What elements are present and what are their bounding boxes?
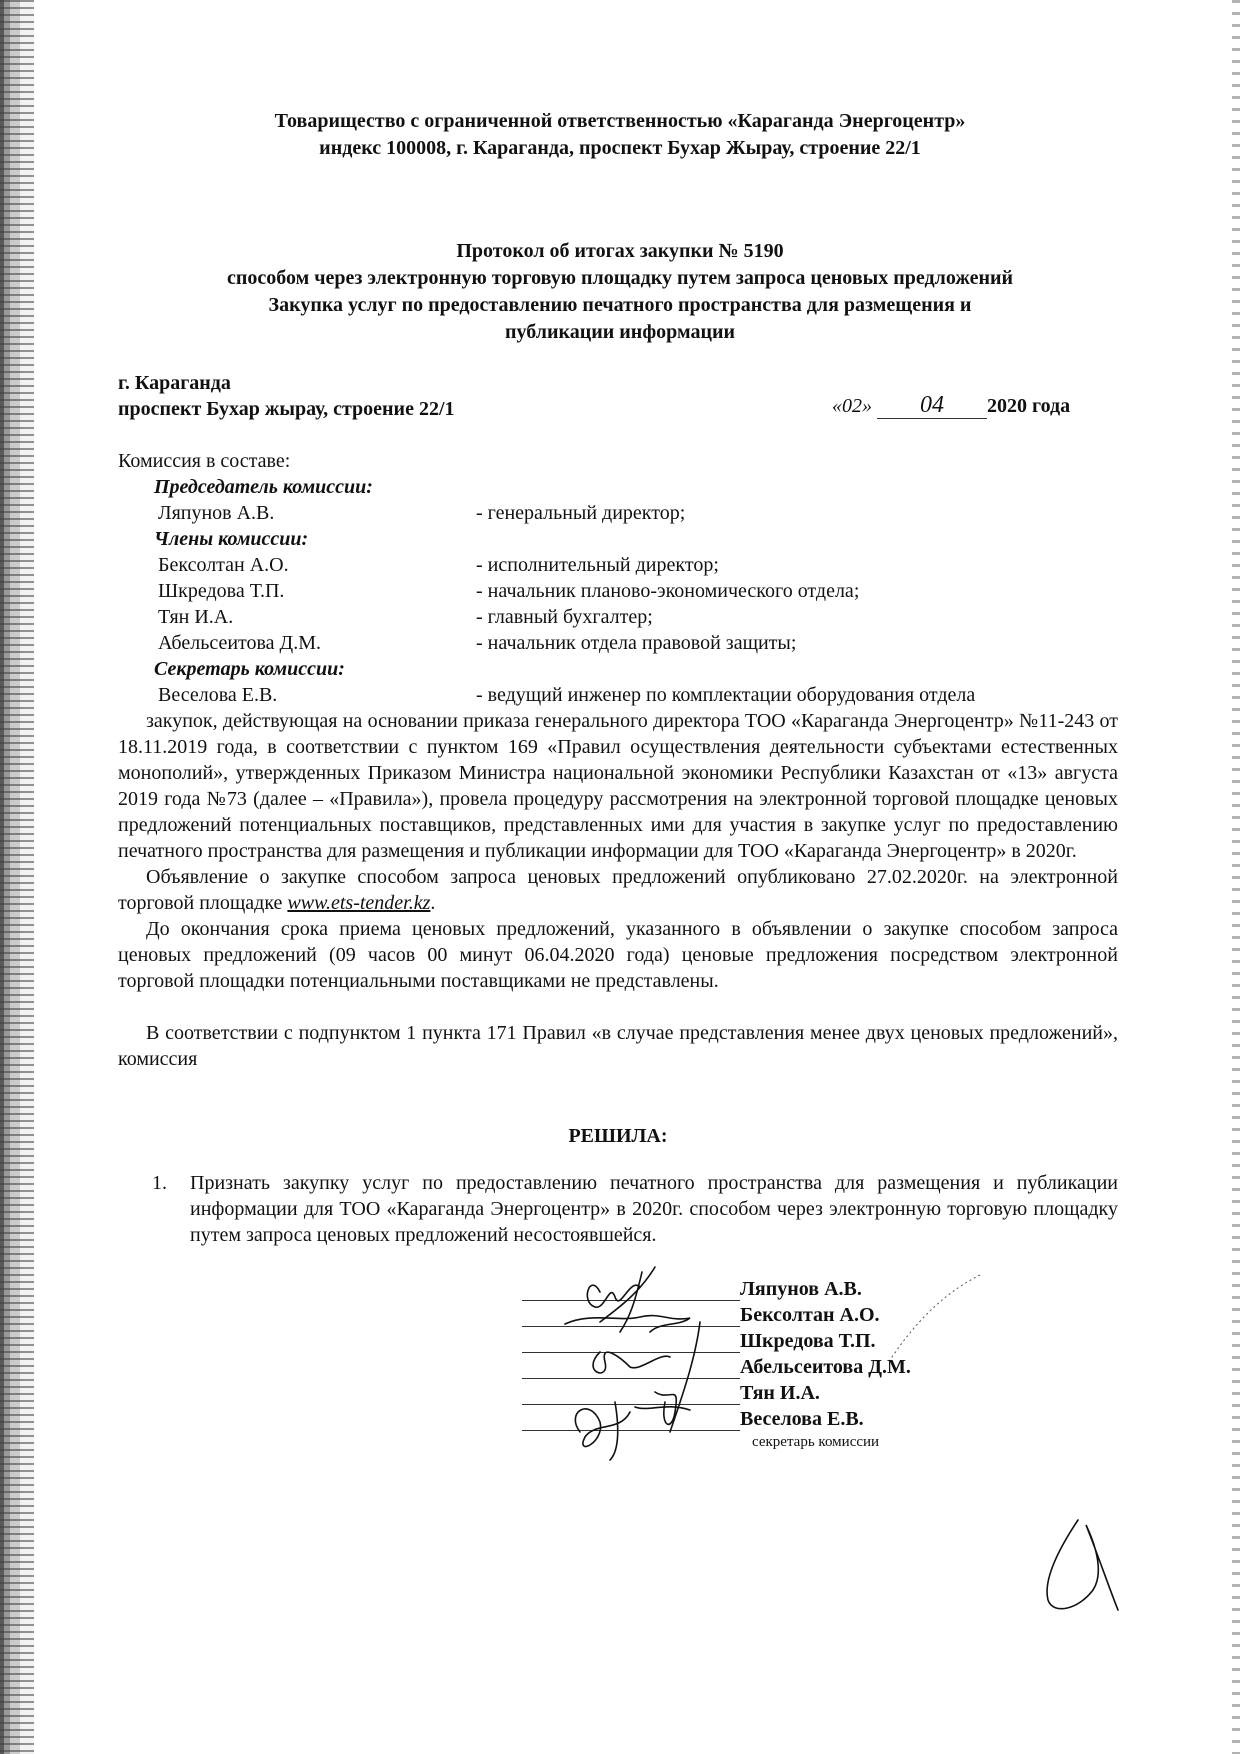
place-city: г. Караганда: [118, 372, 231, 394]
body-text: [118, 708, 1118, 1072]
signatory-name: Тян И.А.: [740, 1382, 820, 1404]
member-name: Абельсеитова Д.М.: [158, 632, 321, 654]
member-role: - начальник планово-экономического отдела;: [476, 580, 860, 602]
commission-intro: Комиссия в составе:: [118, 450, 291, 472]
initials-mark: [1038, 1510, 1128, 1620]
announcement-end: .: [430, 892, 436, 914]
decision-heading: РЕШИЛА:: [568, 1125, 668, 1147]
paragraph-deadline: До окончания срока приема ценовых предложений, указанного в объявлении о закупке способом запроса ценовых предложений (09 часов 00 минут 06.04.2020 года) ценовые предложения посредством электронной торговой площадки потенциальными поставщиками не представлены.: [118, 918, 1118, 992]
announcement-text: Объявление о закупке способом запроса ценовых предложений опубликовано 27.02.2020г. на электронной торговой площадке: [118, 866, 1118, 914]
chair-heading: Председатель комиссии:: [154, 476, 373, 498]
title-line-1: Протокол об итогах закупки № 5190: [456, 240, 784, 262]
member-name: Бексолтан А.О.: [158, 554, 289, 576]
member-row: [118, 552, 1118, 578]
paragraph-announcement: [118, 864, 1118, 916]
date-block: [832, 392, 1102, 419]
secretary-heading: Секретарь комиссии:: [154, 658, 345, 680]
members-heading: Члены комиссии:: [154, 528, 309, 550]
title-line-3: Закупка услуг по предоставлению печатного пространства для размещения и: [268, 294, 972, 316]
place-address: проспект Бухар жырау, строение 22/1: [118, 398, 455, 420]
ets-tender-link[interactable]: www.ets-tender.kz: [287, 892, 431, 914]
date-year: 2020 года: [987, 395, 1071, 417]
member-role: - генеральный директор;: [476, 502, 686, 524]
handwritten-signatures: [560, 1262, 750, 1462]
protocol-title: [150, 238, 1090, 346]
company-address: индекс 100008, г. Караганда, проспект Бухар Жырау, строение 22/1: [319, 137, 921, 159]
member-row: [118, 604, 1118, 630]
paragraph-rule: В соответствии с подпунктом 1 пункта 171 Правил «в случае представления менее двух ценовых предложений», комиссия: [118, 1022, 1118, 1070]
member-name: Ляпунов А.В.: [158, 502, 275, 524]
scan-edge-right: [1232, 0, 1240, 1754]
member-row: [118, 682, 1118, 708]
member-name: Шкредова Т.П.: [158, 580, 285, 602]
company-name: Товарищество с ограниченной ответственностью «Караганда Энергоцентр»: [274, 110, 966, 132]
signatory-name: Бексолтан А.О.: [740, 1304, 880, 1326]
member-role: - главный бухгалтер;: [476, 606, 653, 628]
member-name: Тян И.А.: [158, 606, 234, 628]
decision-item-text: Признать закупку услуг по предоставлению печатного пространства для размещения и публикации информации для ТОО «Караганда Энергоцентр» в 2020г. способом через электронную торговую площадку путем запроса ценовых предложений несостоявшейся.: [190, 1172, 1118, 1246]
company-header: [150, 108, 1090, 162]
place-block: [118, 370, 455, 422]
signatory-name: Абельсеитова Д.М.: [740, 1356, 911, 1378]
date-day: «02»: [832, 395, 872, 417]
member-role: - исполнительный директор;: [476, 554, 719, 576]
paragraph-basis: закупок, действующая на основании приказа генерального директора ТОО «Караганда Энергоцентр» №11-243 от 18.11.2019 года, в соответствии с пунктом 169 «Правил осуществления деятельности субъектами естественных монополий», утвержденных Приказом Министра национальной экономики Республики Казахстан от «13» августа 2019 года №73 (далее – «Правила»), провела процедуру рассмотрения на электронной торговой площадке ценовых предложений потенциальных поставщиков, представленных ими для участия в закупке услуг по предоставлению печатного пространства для размещения и публикации информации для ТОО «Караганда Энергоцентр» в 2020г.: [118, 710, 1118, 862]
signatory-name: Шкредова Т.П.: [740, 1330, 876, 1352]
date-month: 04: [877, 392, 987, 419]
decision-item-number: 1.: [152, 1172, 167, 1194]
signatory-name: Ляпунов А.В.: [740, 1278, 862, 1300]
pencil-mark: [880, 1270, 990, 1370]
signatory-name: Веселова Е.В.: [740, 1408, 864, 1430]
scan-edge-left: [0, 0, 34, 1754]
title-line-2: способом через электронную торговую площадку путем запроса ценовых предложений: [226, 267, 1014, 289]
member-row: [118, 500, 1118, 526]
commission-block: [118, 448, 1118, 708]
secretary-caption: секретарь комиссии: [752, 1434, 880, 1450]
member-row: [118, 578, 1118, 604]
member-role: - ведущий инженер по комплектации оборудования отдела: [476, 684, 976, 706]
title-line-4: публикации информации: [504, 321, 736, 343]
member-name: Веселова Е.В.: [158, 684, 278, 706]
member-row: [118, 630, 1118, 656]
member-role: - начальник отдела правовой защиты;: [476, 632, 797, 654]
